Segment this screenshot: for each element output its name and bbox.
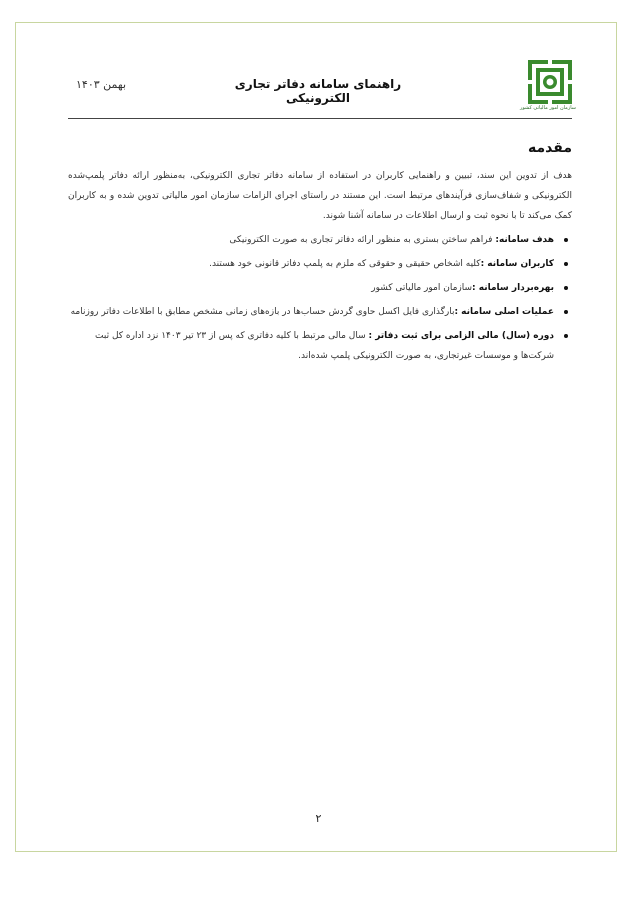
- bullet-text: بارگذاری فایل اکسل حاوی گردش حساب‌ها در بازه‌های زمانی مشخص مطابق با اطلاعات دفاتر روزنامه: [70, 307, 455, 317]
- page-number: ۲: [315, 812, 322, 825]
- document-date: بهمن ۱۴۰۳: [76, 78, 127, 91]
- bullet-icon: [564, 334, 568, 338]
- bullet-text: فراهم ساختن بستری به منظور ارائه دفاتر تجاری به صورت الکترونیکی: [229, 235, 496, 245]
- bullet-label: هدف سامانه:: [495, 235, 554, 245]
- bullet-icon: [564, 238, 568, 242]
- header-divider: [68, 118, 572, 119]
- bullet-text: کلیه اشخاص حقیقی و حقوقی که ملزم به پلمپ دفاتر قانونی خود هستند.: [209, 259, 481, 269]
- bullet-icon: [564, 262, 568, 266]
- bullet-text: سال مالی مرتبط با کلیه دفاتری که پس از ۲۳ تیر ۱۴۰۳ نزد اداره کل ثبت شرکت‌ها و موسسات غیرتجاری، به صورت الکترونیکی پلمپ شده‌اند.: [95, 331, 554, 361]
- bullet-label: کاربران سامانه :: [480, 259, 554, 269]
- main-content: [68, 140, 572, 370]
- logo-caption: سازمان امور مالیاتی کشور: [520, 105, 576, 111]
- bullet-icon: [564, 310, 568, 314]
- list-item: [68, 302, 554, 322]
- section-title: مقدمه: [528, 140, 572, 156]
- bullet-label: دوره (سال) مالی الزامی برای ثبت دفاتر :: [368, 331, 554, 341]
- intro-paragraph: هدف از تدوین این سند، تبیین و راهنمایی کاربران در استفاده از سامانه دفاتر تجاری الکترونیکی، به‌منظور ارائه دفاتر پلمپ‌شده الکترونیکی و شفاف‌سازی فرآیندهای مرتبط است. این مستند در راستای اجرای الزامات سازمان امور مالیاتی تدوین شده و به کاربران کمک می‌کند تا با نحوه ثبت و ارسال اطلاعات در سامانه آشنا شوند.: [68, 171, 572, 221]
- bullet-list: [68, 230, 572, 366]
- bullet-label: عملیات اصلی سامانه :: [454, 307, 554, 317]
- list-item: [68, 278, 554, 298]
- page-header: [68, 60, 576, 120]
- list-item: [68, 230, 554, 250]
- list-item: [68, 254, 554, 274]
- list-item: [68, 326, 554, 366]
- document-title: راهنمای سامانه دفاتر تجاری الکترونیکی: [234, 77, 402, 105]
- bullet-icon: [564, 286, 568, 290]
- bullet-text: سازمان امور مالیاتی کشور: [371, 283, 473, 293]
- bullet-label: بهره‌بردار سامانه :: [472, 283, 554, 293]
